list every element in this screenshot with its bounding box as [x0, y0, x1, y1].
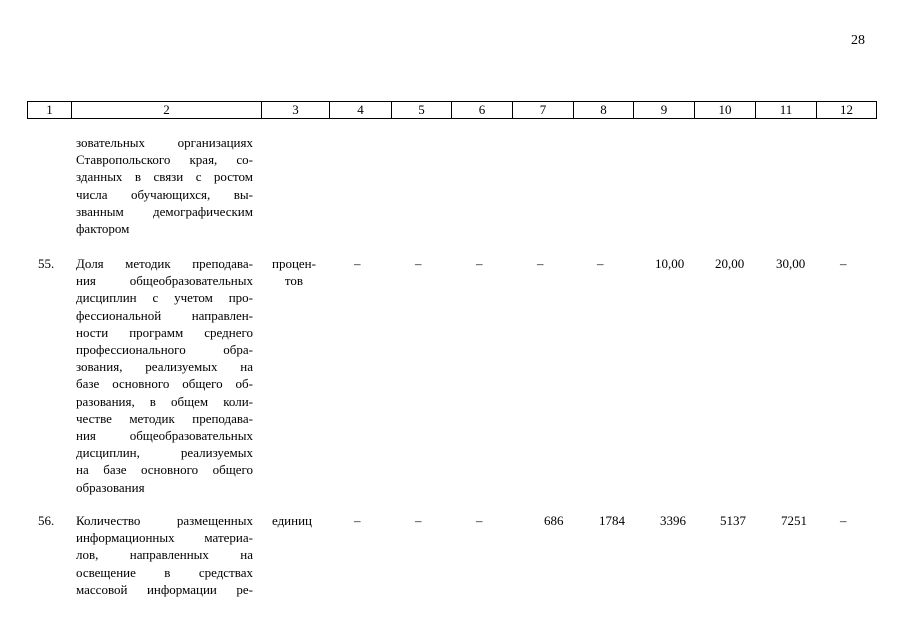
- text-line: зданных в связи с ростом: [76, 169, 253, 185]
- text-line: разования, в общем коли-: [76, 393, 253, 409]
- text-line: на базе основного общего: [76, 462, 253, 478]
- text-line: Количество размещенных: [76, 513, 253, 528]
- text-line: числа обучающихся, вы-: [76, 186, 253, 202]
- column-header: 9: [634, 102, 695, 119]
- value-cell: 5137: [720, 513, 746, 528]
- value-cell: 686: [544, 513, 564, 528]
- column-header: 4: [330, 102, 392, 119]
- text-line: информационных материа-: [76, 530, 253, 546]
- indicator-text: [76, 255, 253, 496]
- text-line: массовой информации ре-: [76, 581, 253, 597]
- column-header: 7: [513, 102, 574, 119]
- value-cell: –: [840, 513, 847, 528]
- text-line: лов, направленных на: [76, 547, 253, 563]
- unit-line: тов: [284, 273, 304, 289]
- value-cell: –: [476, 256, 483, 271]
- text-line: званным демографическим: [76, 203, 253, 219]
- text-line: базе основного общего об-: [76, 376, 253, 392]
- value-cell: –: [354, 256, 361, 271]
- indicator-text: [76, 512, 253, 598]
- unit-line: единиц: [271, 513, 313, 528]
- column-header: 11: [756, 102, 817, 119]
- text-line: образования: [76, 479, 145, 495]
- text-line: ности программ среднего: [76, 324, 253, 340]
- column-header: 2: [72, 102, 262, 119]
- text-line: ния общеобразовательных: [76, 273, 253, 289]
- value-cell: 3396: [660, 513, 686, 528]
- text-line: дисциплин, реализуемых: [76, 445, 253, 461]
- value-cell: 7251: [781, 513, 807, 528]
- value-cell: –: [476, 513, 483, 528]
- text-line: Доля методик преподава-: [76, 256, 253, 271]
- text-line: освещение в средствах: [76, 564, 253, 580]
- value-cell: 20,00: [715, 256, 745, 271]
- value-cell: –: [597, 256, 604, 271]
- text-line: честве методик преподава-: [76, 410, 253, 426]
- column-header: 6: [452, 102, 513, 119]
- page-number: 28: [851, 33, 865, 48]
- text-line: Ставропольского края, со-: [76, 152, 253, 168]
- text-line: фактором: [76, 221, 130, 237]
- column-header: 5: [392, 102, 452, 119]
- value-cell: –: [415, 256, 422, 271]
- continuation-text: [76, 134, 253, 237]
- column-header-row: [27, 101, 877, 119]
- unit-of-measure: [262, 512, 322, 529]
- text-line: профессионального обра-: [76, 342, 253, 358]
- value-cell: –: [354, 513, 361, 528]
- value-cell: –: [840, 256, 847, 271]
- column-header: 1: [28, 102, 72, 119]
- unit-line: процен-: [272, 256, 316, 271]
- text-line: зования, реализуемых на: [76, 359, 253, 375]
- column-header: 8: [574, 102, 634, 119]
- value-cell: –: [537, 256, 544, 271]
- text-line: зовательных организациях: [76, 135, 253, 150]
- column-header: 3: [262, 102, 330, 119]
- column-header: 12: [817, 102, 877, 119]
- row-number: 55.: [38, 256, 55, 271]
- value-cell: 10,00: [655, 256, 685, 271]
- value-cell: –: [415, 513, 422, 528]
- row-number: 56.: [38, 513, 55, 528]
- value-cell: 1784: [599, 513, 625, 528]
- unit-of-measure: [264, 255, 324, 289]
- value-cell: 30,00: [776, 256, 806, 271]
- column-header: 10: [695, 102, 756, 119]
- text-line: фессиональной направлен-: [76, 307, 253, 323]
- text-line: дисциплин с учетом про-: [76, 290, 253, 306]
- text-line: ния общеобразовательных: [76, 428, 253, 444]
